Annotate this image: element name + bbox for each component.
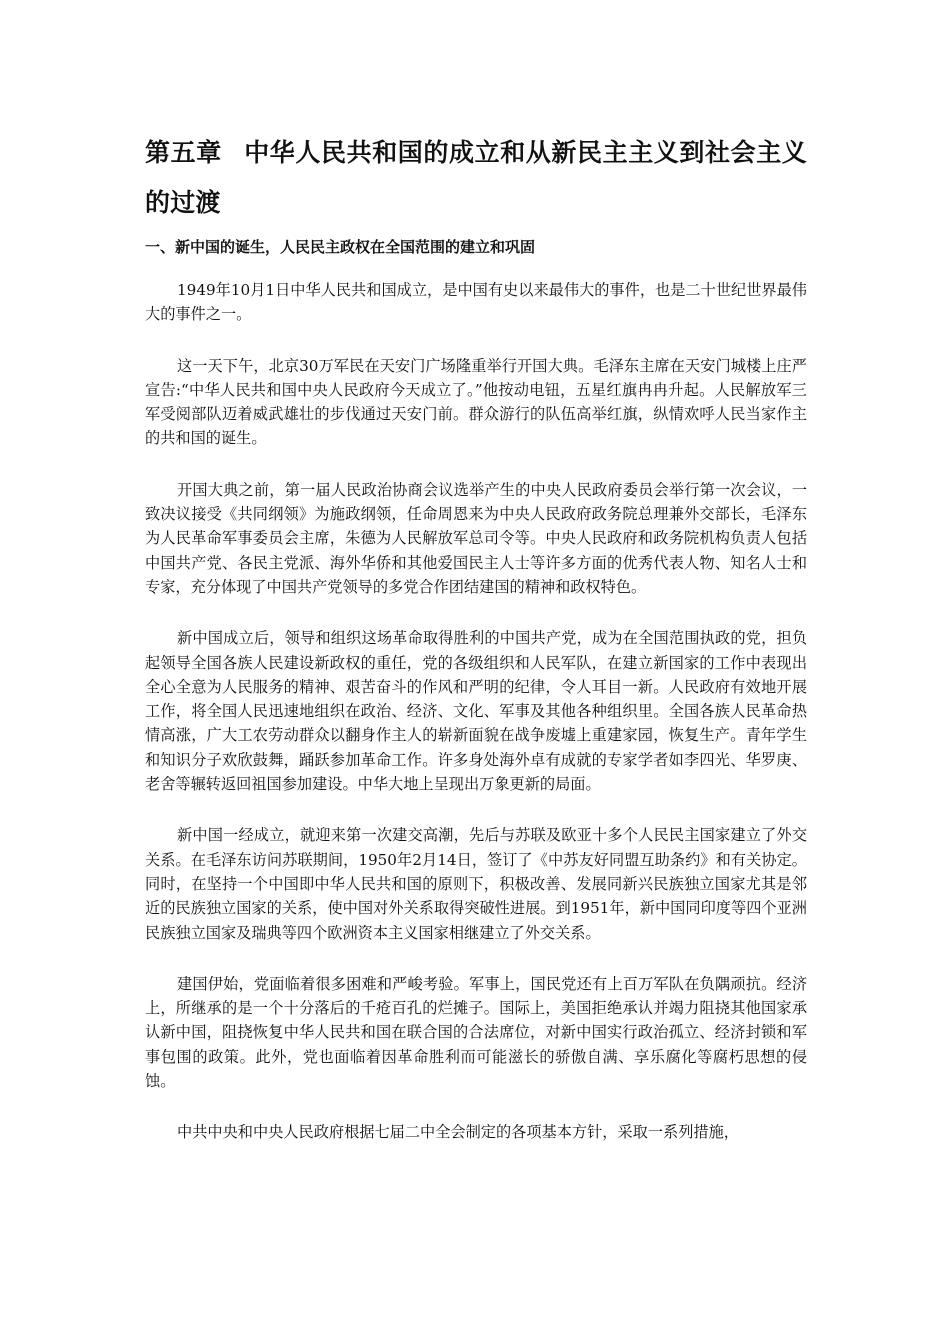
paragraph-1: 1949年10月1日中华人民共和国成立，是中国有史以来最伟大的事件，也是二十世纪世界最伟大的事件之一。 <box>145 281 807 324</box>
paragraph-4: 新中国成立后，领导和组织这场革命取得胜利的中国共产党，成为在全国范围执政的党，担负起领导全国各族人民建设新政权的重任，党的各级组织和人民军队，在建立新国家的工作中表现出全心全意为人民服务的精神、艰苦奋斗的作风和严明的纪律，令人耳目一新。人民政府有效地开展工作，将全国人民迅速地组织在政治、经济、文化、军事及其他各种组织里。全国各族人民革命热情高涨，广大工农劳动群众以翻身作主人的崭新面貌在战争废墟上重建家园，恢复生产。青年学生和知识分子欢欣鼓舞，踊跃参加革命工作。许多身处海外卓有成就的专家学者如李四光、华罗庚、老舍等辗转返回祖国参加建设。中华大地上呈现出万象更新的局面。 <box>145 629 807 794</box>
paragraph-5: 新中国一经成立，就迎来第一次建交高潮，先后与苏联及欧亚十多个人民民主国家建立了外交关系。在毛泽东访问苏联期间，1950年2月14日，签订了《中苏友好同盟互助条约》和有关协定。同时，在坚持一个中国即中华人民共和国的原则下，积极改善、发展同新兴民族独立国家尤其是邻近的民族独立国家的关系，使中国对外关系取得突破性进展。到1951年，新中国同印度等四个亚洲民族独立国家及瑞典等四个欧洲资本主义国家相继建立了外交关系。 <box>145 826 807 942</box>
chapter-title <box>145 128 807 228</box>
section-title: 一、新中国的诞生，人民民主政权在全国范围的建立和巩固 <box>145 238 536 256</box>
paragraph-3: 开国大典之前，第一届人民政治协商会议选举产生的中央人民政府委员会举行第一次会议，一致决议接受《共同纲领》为施政纲领，任命周恩来为中央人民政府政务院总理兼外交部长，毛泽东为人民革命军事委员会主席，朱德为人民解放军总司令等。中央人民政府和政务院机构负责人包括中国共产党、各民主党派、海外华侨和其他爱国民主人士等许多方面的优秀代表人物、知名人士和专家，充分体现了中国共产党领导的多党合作团结建国的精神和政权特色。 <box>145 480 807 596</box>
paragraph-6: 建国伊始，党面临着很多困难和严峻考验。军事上，国民党还有上百万军队在负隅顽抗。经济上，所继承的是一个十分落后的千疮百孔的烂摊子。国际上，美国拒绝承认并竭力阻挠其他国家承认新中国，阻挠恢复中华人民共和国在联合国的合法席位，对新中国实行政治孤立、经济封锁和军事包围的政策。此外，党也面临着因革命胜利而可能滋长的骄傲自满、享乐腐化等腐朽思想的侵蚀。 <box>145 974 807 1091</box>
paragraph-7: 中共中央和中央人民政府根据七届二中全会制定的各项基本方针，采取一系列措施， <box>177 1123 739 1142</box>
chapter-title-text: 中华人民共和国的成立和从新民主主义到社会主义的过渡 <box>145 138 808 217</box>
paragraph-2: 这一天下午，北京30万军民在天安门广场隆重举行开国大典。毛泽东主席在天安门城楼上庄严宣告:“中华人民共和国中央人民政府今天成立了。”他按动电钮，五星红旗冉冉升起。人民解放军三军受阅部队迈着威武雄壮的步伐通过天安门前。群众游行的队伍高举红旗，纵情欢呼人民当家作主的共和国的诞生。 <box>145 356 807 448</box>
chapter-label: 第五章 <box>145 138 222 167</box>
document-body <box>145 128 807 1145</box>
